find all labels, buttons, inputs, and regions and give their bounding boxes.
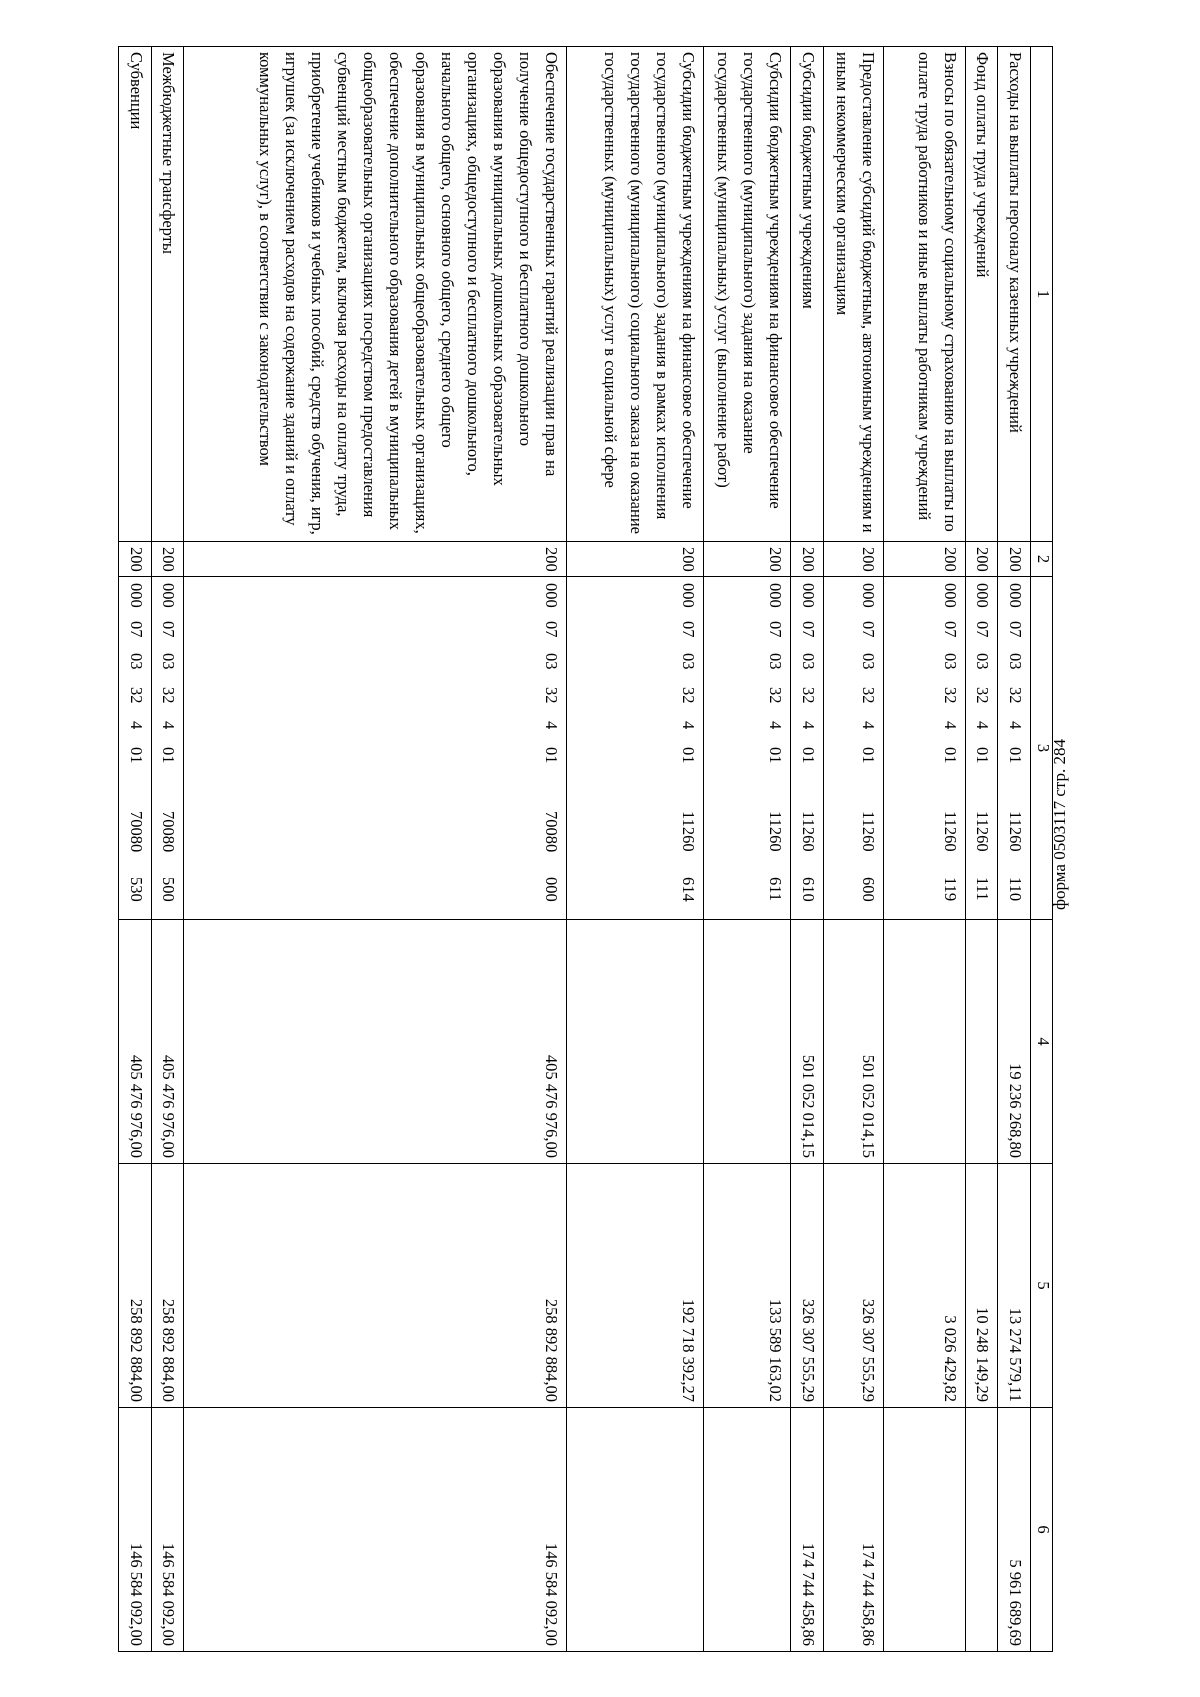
code-segment: 110 <box>1005 877 1025 902</box>
code-segment: 000 <box>973 583 993 608</box>
code-segment: 07 <box>159 621 179 638</box>
code-segment: 4 <box>766 721 786 730</box>
line-code: 200 <box>883 542 965 577</box>
code-segment: 11260 <box>798 811 818 852</box>
code-segments <box>855 577 881 919</box>
executed-amount: 13 274 579,11 <box>998 1164 1031 1408</box>
code-segment: 4 <box>678 721 698 730</box>
budget-classification-code <box>184 577 567 920</box>
executed-amount: 258 892 884,00 <box>184 1164 567 1408</box>
row-name: Субсидии бюджетным учреждениям на финансовое обеспечение государственного (муниципального) задания на оказание государственных (муниципальных) услуг (выполнение работ) <box>703 47 790 542</box>
code-segment: 000 <box>159 583 179 608</box>
executed-amount: 258 892 884,00 <box>151 1164 184 1408</box>
table-row <box>998 47 1031 1652</box>
code-segment: 07 <box>766 621 786 638</box>
code-segment: 01 <box>798 747 818 764</box>
column-number: 5 <box>1030 1164 1052 1408</box>
code-segment: 4 <box>1005 721 1025 730</box>
code-segment: 11260 <box>766 811 786 852</box>
approved-amount: 501 052 014,15 <box>823 920 883 1164</box>
approved-amount <box>883 920 965 1164</box>
report-table-body <box>119 47 1053 1652</box>
unexecuted-amount <box>883 1408 965 1652</box>
code-segment: 000 <box>858 583 878 608</box>
code-segment: 32 <box>973 687 993 704</box>
code-segment: 03 <box>126 653 146 670</box>
code-segment: 32 <box>858 687 878 704</box>
row-name: Предоставление субсидий бюджетным, автономным учреждениям и иным некоммерческим организациям <box>823 47 883 542</box>
code-segment: 01 <box>1005 747 1025 764</box>
budget-classification-code <box>703 577 790 920</box>
line-code: 200 <box>965 542 998 577</box>
unexecuted-amount: 174 744 458,86 <box>823 1408 883 1652</box>
code-segment: 32 <box>766 687 786 704</box>
report-table <box>118 46 1053 1652</box>
code-segment: 07 <box>940 621 960 638</box>
column-number: 4 <box>1030 920 1052 1164</box>
code-segments <box>762 577 788 919</box>
executed-amount: 3 026 429,82 <box>883 1164 965 1408</box>
code-segment: 11260 <box>973 811 993 852</box>
code-segment: 000 <box>678 583 698 608</box>
unexecuted-amount <box>965 1408 998 1652</box>
unexecuted-amount: 146 584 092,00 <box>151 1408 184 1652</box>
budget-classification-code <box>823 577 883 920</box>
code-segment: 07 <box>1005 621 1025 638</box>
code-segment: 000 <box>940 583 960 608</box>
code-segment: 03 <box>542 653 562 670</box>
code-segment: 000 <box>766 583 786 608</box>
unexecuted-amount: 5 961 689,69 <box>998 1408 1031 1652</box>
code-segment: 32 <box>1005 687 1025 704</box>
code-segments <box>969 577 995 919</box>
line-code: 200 <box>567 542 704 577</box>
approved-amount <box>567 920 704 1164</box>
approved-amount: 405 476 976,00 <box>151 920 184 1164</box>
code-segment: 32 <box>798 687 818 704</box>
code-segment: 32 <box>542 687 562 704</box>
code-segment: 4 <box>858 721 878 730</box>
code-segment: 01 <box>542 747 562 764</box>
line-code: 200 <box>823 542 883 577</box>
budget-classification-code <box>998 577 1031 920</box>
line-code: 200 <box>151 542 184 577</box>
code-segment: 000 <box>1005 583 1025 608</box>
code-segment: 610 <box>798 877 818 902</box>
table-row <box>823 47 883 1652</box>
code-segment: 07 <box>973 621 993 638</box>
table-row <box>184 47 567 1652</box>
unexecuted-amount <box>567 1408 704 1652</box>
table-row <box>791 47 824 1652</box>
code-segment: 70080 <box>542 811 562 853</box>
code-segment: 32 <box>940 687 960 704</box>
page-header <box>1050 310 1100 910</box>
budget-classification-code <box>883 577 965 920</box>
budget-classification-code <box>791 577 824 920</box>
code-segment: 4 <box>126 721 146 730</box>
report-sheet <box>118 46 1053 1651</box>
line-code: 200 <box>791 542 824 577</box>
code-segment: 01 <box>126 747 146 764</box>
code-segment: 500 <box>159 877 179 902</box>
approved-amount <box>965 920 998 1164</box>
column-number: 2 <box>1030 542 1052 577</box>
code-segments <box>538 577 564 919</box>
row-name: Обеспечение государственных гарантий реализации прав на получение общедоступного и бесплатного дошкольного образования в муниципальных дошкольных образовательных организациях, общедоступного и бесплатного дошкольного, начального общего, основного общего, среднего общего образования в муниципальных общеобразовательных организациях, обеспечение дополнительного образования детей в муниципальных общеобразовательных организациях посредством предоставления субвенций местным бюджетам, включая расходы на оплату труда, приобретение учебников и учебных пособий, средств обучения, игр, игрушек (за исключением расходов на содержание зданий и оплату коммунальных услуг), в соответствии с законодательством <box>184 47 567 542</box>
code-segment: 000 <box>542 583 562 608</box>
code-segment: 01 <box>973 747 993 764</box>
executed-amount: 326 307 555,29 <box>791 1164 824 1408</box>
row-name: Субсидии бюджетным учреждениям на финансовое обеспечение государственного (муниципального) задания в рамках исполнения государственного (муниципального) социального заказа на оказание государственных (муниципальных) услуг в социальной сфере <box>567 47 704 542</box>
code-segment: 03 <box>858 653 878 670</box>
code-segment: 000 <box>798 583 818 608</box>
code-segment: 4 <box>940 721 960 730</box>
table-row <box>703 47 790 1652</box>
code-segment: 111 <box>973 877 993 901</box>
unexecuted-amount <box>703 1408 790 1652</box>
code-segment: 07 <box>798 621 818 638</box>
row-name: Расходы на выплаты персоналу казенных учреждений <box>998 47 1031 542</box>
table-row <box>567 47 704 1652</box>
code-segment: 01 <box>159 747 179 764</box>
code-segment: 4 <box>159 721 179 730</box>
code-segment: 03 <box>1005 653 1025 670</box>
code-segment: 70080 <box>126 811 146 853</box>
executed-amount: 133 589 163,02 <box>703 1164 790 1408</box>
row-name: Межбюджетные трансферты <box>151 47 184 542</box>
code-segments <box>123 577 149 919</box>
code-segment: 03 <box>678 653 698 670</box>
approved-amount: 405 476 976,00 <box>184 920 567 1164</box>
code-segment: 4 <box>542 721 562 730</box>
code-segment: 32 <box>126 687 146 704</box>
code-segments <box>675 577 701 919</box>
code-segment: 01 <box>858 747 878 764</box>
row-name: Фонд оплаты труда учреждений <box>965 47 998 542</box>
code-segment: 07 <box>126 621 146 638</box>
table-row <box>883 47 965 1652</box>
line-code: 200 <box>998 542 1031 577</box>
code-segment: 600 <box>858 877 878 902</box>
executed-amount: 10 248 149,29 <box>965 1164 998 1408</box>
code-segment: 4 <box>973 721 993 730</box>
code-segment: 611 <box>766 877 786 902</box>
code-segment: 03 <box>766 653 786 670</box>
column-number: 1 <box>1030 47 1052 542</box>
table-row <box>965 47 998 1652</box>
unexecuted-amount: 146 584 092,00 <box>184 1408 567 1652</box>
code-segment: 614 <box>678 877 698 902</box>
budget-classification-code <box>567 577 704 920</box>
code-segment: 530 <box>126 877 146 902</box>
code-segment: 4 <box>798 721 818 730</box>
code-segment: 03 <box>159 653 179 670</box>
approved-amount: 501 052 014,15 <box>791 920 824 1164</box>
code-segment: 32 <box>159 687 179 704</box>
code-segment: 70080 <box>159 811 179 853</box>
code-segment: 01 <box>766 747 786 764</box>
unexecuted-amount: 174 744 458,86 <box>791 1408 824 1652</box>
code-segment: 11260 <box>858 811 878 852</box>
code-segment: 000 <box>126 583 146 608</box>
code-segment: 03 <box>973 653 993 670</box>
approved-amount <box>703 920 790 1164</box>
code-segments <box>155 577 181 919</box>
code-segment: 11260 <box>678 811 698 852</box>
budget-classification-code <box>965 577 998 920</box>
column-number: 6 <box>1030 1408 1052 1652</box>
code-segment: 11260 <box>940 811 960 852</box>
executed-amount: 258 892 884,00 <box>119 1164 152 1408</box>
approved-amount: 19 236 268,80 <box>998 920 1031 1164</box>
code-segment: 03 <box>798 653 818 670</box>
code-segment: 01 <box>940 747 960 764</box>
row-name: Взносы по обязательному социальному страхованию на выплаты по оплате труда работников и иные выплаты работникам учреждений <box>883 47 965 542</box>
code-segment: 119 <box>940 877 960 902</box>
executed-amount: 192 718 392,27 <box>567 1164 704 1408</box>
code-segment: 07 <box>858 621 878 638</box>
code-segment: 07 <box>678 621 698 638</box>
line-code: 200 <box>703 542 790 577</box>
code-segment: 03 <box>940 653 960 670</box>
line-code: 200 <box>119 542 152 577</box>
table-row <box>151 47 184 1652</box>
form-label: форма 0503117 стр. 284 <box>1050 739 1069 910</box>
code-segments <box>1002 577 1028 919</box>
code-segment: 11260 <box>1005 811 1025 852</box>
table-row <box>119 47 152 1652</box>
row-name: Субвенции <box>119 47 152 542</box>
unexecuted-amount: 146 584 092,00 <box>119 1408 152 1652</box>
budget-classification-code <box>119 577 152 920</box>
code-segment: 07 <box>542 621 562 638</box>
approved-amount: 405 476 976,00 <box>119 920 152 1164</box>
column-number-row <box>1030 47 1052 1652</box>
code-segments <box>795 577 821 919</box>
executed-amount: 326 307 555,29 <box>823 1164 883 1408</box>
line-code: 200 <box>184 542 567 577</box>
code-segments <box>937 577 963 919</box>
budget-classification-code <box>151 577 184 920</box>
code-segment: 32 <box>678 687 698 704</box>
code-segment: 000 <box>542 877 562 902</box>
code-segment: 01 <box>678 747 698 764</box>
column-number: 3 <box>1030 577 1052 920</box>
row-name: Субсидии бюджетным учреждениям <box>791 47 824 542</box>
